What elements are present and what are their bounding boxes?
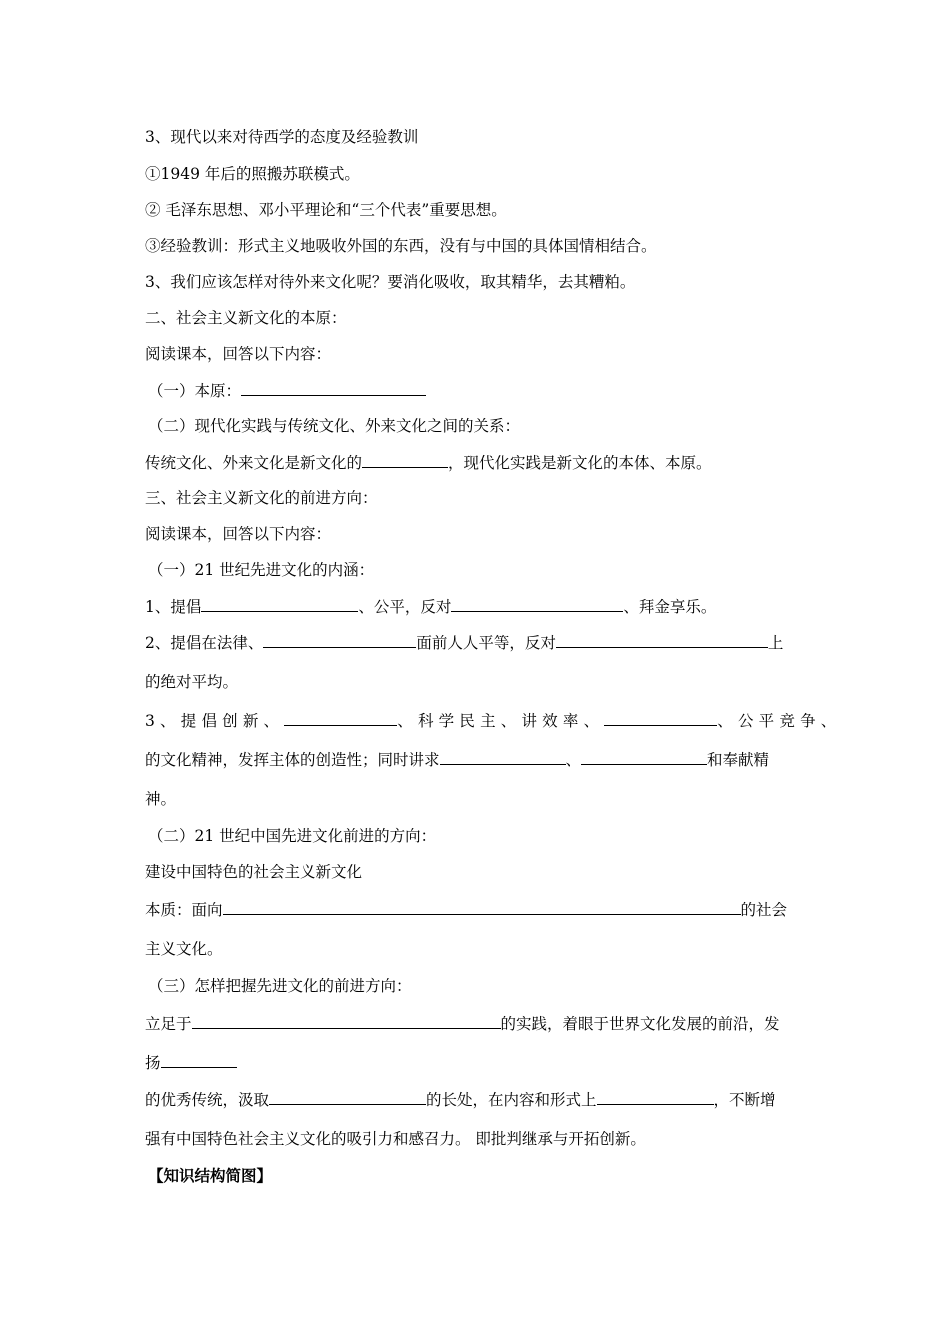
section3-question: 3、我们应该怎样对待外来文化呢？要消化吸收，取其精华，去其糟粕。 [145,273,636,291]
answer-blank[interactable] [284,710,397,726]
connotation-heading: （一）21 世纪先进文化的内涵： [148,561,375,579]
answer-blank[interactable] [581,749,707,765]
item-3-cont: 的文化精神，发挥主体的创造性；同时讲求 、 和奉献精 [145,751,770,769]
read-instruction-3: 阅读课本，回答以下内容： [145,525,332,543]
answer-blank[interactable] [604,710,717,726]
answer-blank[interactable] [161,1052,237,1068]
section3-item2: ② 毛泽东思想、邓小平理论和“三个代表”重要思想。 [145,201,507,219]
read-instruction-2: 阅读课本，回答以下内容： [145,345,332,363]
origin-line: （一）本原： [148,380,426,401]
heading-2: 二、社会主义新文化的本原： [145,309,347,327]
knowledge-structure-heading: 【知识结构简图】 [148,1166,273,1185]
item-2-cont: 的绝对平均。 [145,673,239,691]
section3-title: 3、现代以来对待西学的态度及经验教训 [145,128,419,146]
item-1: 1、提倡 、公平，反对 、拜金享乐。 [145,598,717,616]
item-3: 3、提倡创新、 、科学民主、讲效率、 、公平竞争、 [145,712,842,730]
answer-blank[interactable] [269,1089,426,1105]
relation-answer-line: 传统文化、外来文化是新文化的 ，现代化实践是新文化的本体、本原。 [145,454,712,472]
answer-blank[interactable] [362,452,448,468]
relation-line: （二）现代化实践与传统文化、外来文化之间的关系： [148,417,521,435]
grasp-line-1: 立足于 的实践，着眼于世界文化发展的前沿，发 [145,1015,780,1033]
essence-line-cont: 主义文化。 [145,940,223,958]
answer-blank[interactable] [241,380,426,396]
heading-3: 三、社会主义新文化的前进方向： [145,489,378,507]
answer-blank[interactable] [263,632,416,648]
answer-blank[interactable] [556,632,768,648]
grasp-line-4: 强有中国特色社会主义文化的吸引力和感召力。 即批判继承与开拓创新。 [145,1130,646,1148]
section3-item1: ①1949 年后的照搬苏联模式。 [145,165,360,183]
item-3-end: 神。 [145,790,177,808]
item-2: 2、提倡在法律、 面前人人平等，反对 上 [145,634,784,652]
answer-blank[interactable] [201,596,358,612]
section3-item3: ③经验教训：形式主义地吸收外国的东西，没有与中国的具体国情相结合。 [145,237,657,255]
grasp-line-3: 的优秀传统，汲取 的长处，在内容和形式上 ，不断增 [145,1091,776,1109]
essence-line: 本质：面向 的社会 [145,901,788,919]
answer-blank[interactable] [597,1089,714,1105]
answer-blank[interactable] [192,1013,501,1029]
answer-blank[interactable] [223,899,741,915]
grasp-heading: （三）怎样把握先进文化的前进方向： [148,977,412,995]
direction-line-1: 建设中国特色的社会主义新文化 [145,863,363,881]
answer-blank[interactable] [440,749,566,765]
answer-blank[interactable] [451,596,623,612]
direction-heading: （二）21 世纪中国先进文化前进的方向： [148,827,437,845]
grasp-line-2: 扬 [145,1052,237,1073]
